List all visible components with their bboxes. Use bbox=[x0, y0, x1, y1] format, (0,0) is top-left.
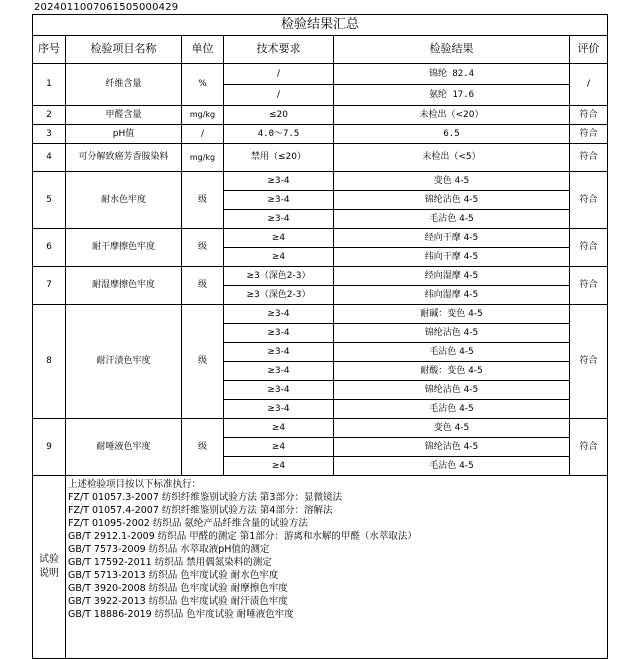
requirement: / bbox=[224, 85, 334, 106]
standard-line: GB/T 2912.1-2009 纺织品 甲醛的测定 第1部分：游离和水解的甲醛（水萃取法） bbox=[68, 531, 417, 542]
evaluation: 符合 bbox=[570, 229, 608, 267]
standard-line: FZ/T 01057.3-2007 纺织纤维鉴别试验方法 第3部分：显微镜法 bbox=[68, 492, 342, 503]
item-name: pH值 bbox=[66, 125, 182, 144]
result: 纬向干摩 4-5 bbox=[334, 248, 570, 267]
requirement: ≥4 bbox=[224, 438, 334, 457]
document-number: 2024011007061505000429 bbox=[34, 2, 179, 13]
header-row bbox=[33, 36, 608, 64]
header-item: 检验项目名称 bbox=[66, 36, 182, 64]
item-name: 耐汗渍色牢度 bbox=[66, 305, 182, 419]
item-name: 耐水色牢度 bbox=[66, 172, 182, 229]
requirement: / bbox=[224, 64, 334, 85]
evaluation: 符合 bbox=[570, 419, 608, 476]
result: 6.5 bbox=[334, 125, 570, 144]
item-name: 耐湿摩擦色牢度 bbox=[66, 267, 182, 305]
table-row bbox=[33, 125, 608, 144]
notes-intro: 上述检验项目按以下标准执行： bbox=[68, 479, 202, 490]
unit: 级 bbox=[182, 229, 224, 267]
table-row bbox=[33, 419, 608, 438]
evaluation: / bbox=[570, 64, 608, 106]
result: 锦纶 82.4 bbox=[334, 64, 570, 85]
result: 锦纶沾色 4-5 bbox=[334, 324, 570, 343]
header-unit: 单位 bbox=[182, 36, 224, 64]
item-name: 纤维含量 bbox=[66, 64, 182, 106]
item-name: 耐唾液色牢度 bbox=[66, 419, 182, 476]
requirement: ≥4 bbox=[224, 419, 334, 438]
header-no: 序号 bbox=[33, 36, 66, 64]
unit: 级 bbox=[182, 267, 224, 305]
result: 锦纶沾色 4-5 bbox=[334, 381, 570, 400]
item-name: 甲醛含量 bbox=[66, 106, 182, 125]
notes-content bbox=[66, 476, 608, 659]
unit: 级 bbox=[182, 419, 224, 476]
evaluation: 符合 bbox=[570, 106, 608, 125]
requirement: 4.0～7.5 bbox=[224, 125, 334, 144]
standard-line: FZ/T 01057.4-2007 纺织纤维鉴别试验方法 第4部分：溶解法 bbox=[68, 505, 333, 516]
requirement: 禁用（≤20） bbox=[224, 144, 334, 172]
result: 未检出（<5） bbox=[334, 144, 570, 172]
row-number: 7 bbox=[33, 267, 66, 305]
standard-line: GB/T 3922-2013 纺织品 色牢度试验 耐汗渍色牢度 bbox=[68, 596, 288, 607]
unit: % bbox=[182, 64, 224, 106]
result: 变色 4-5 bbox=[334, 172, 570, 191]
row-number: 2 bbox=[33, 106, 66, 125]
requirement: ≥3-4 bbox=[224, 191, 334, 210]
standard-line: GB/T 17592-2011 纺织品 禁用偶氮染料的测定 bbox=[68, 557, 272, 568]
requirement: ≥3（深色2-3） bbox=[224, 267, 334, 286]
requirement: ≥3-4 bbox=[224, 362, 334, 381]
table-row bbox=[33, 229, 608, 248]
row-number: 1 bbox=[33, 64, 66, 106]
requirement: ≥3（深色2-3） bbox=[224, 286, 334, 305]
header-result: 检验结果 bbox=[334, 36, 570, 64]
result: 经向湿摩 4-5 bbox=[334, 267, 570, 286]
requirement: ≥3-4 bbox=[224, 172, 334, 191]
notes-row bbox=[33, 476, 608, 659]
result: 耐酸：变色 4-5 bbox=[334, 362, 570, 381]
requirement: ≥4 bbox=[224, 248, 334, 267]
requirement: ≥3-4 bbox=[224, 343, 334, 362]
result: 毛沾色 4-5 bbox=[334, 457, 570, 476]
requirement: ≤20 bbox=[224, 106, 334, 125]
table-row bbox=[33, 267, 608, 286]
result: 锦纶沾色 4-5 bbox=[334, 191, 570, 210]
requirement: ≥3-4 bbox=[224, 381, 334, 400]
result: 毛沾色 4-5 bbox=[334, 210, 570, 229]
header-evaluation: 评价 bbox=[570, 36, 608, 64]
standard-line: GB/T 7573-2009 纺织品 水萃取液pH值的测定 bbox=[68, 544, 270, 555]
evaluation: 符合 bbox=[570, 144, 608, 172]
result: 未检出（<20） bbox=[334, 106, 570, 125]
table-row bbox=[33, 172, 608, 191]
unit: / bbox=[182, 125, 224, 144]
unit: mg/kg bbox=[182, 144, 224, 172]
row-number: 9 bbox=[33, 419, 66, 476]
evaluation: 符合 bbox=[570, 305, 608, 419]
requirement: ≥4 bbox=[224, 229, 334, 248]
table-row bbox=[33, 64, 608, 85]
row-number: 4 bbox=[33, 144, 66, 172]
table-row bbox=[33, 106, 608, 125]
result: 毛沾色 4-5 bbox=[334, 400, 570, 419]
unit: 级 bbox=[182, 172, 224, 229]
standard-line: GB/T 3920-2008 纺织品 色牢度试验 耐摩擦色牢度 bbox=[68, 583, 288, 594]
evaluation: 符合 bbox=[570, 172, 608, 229]
requirement: ≥4 bbox=[224, 457, 334, 476]
table-title: 检验结果汇总 bbox=[33, 15, 608, 36]
unit: mg/kg bbox=[182, 106, 224, 125]
requirement: ≥3-4 bbox=[224, 324, 334, 343]
requirement: ≥3-4 bbox=[224, 210, 334, 229]
results-table bbox=[32, 14, 608, 659]
notes-label: 试验说明 bbox=[33, 476, 66, 659]
result: 毛沾色 4-5 bbox=[334, 343, 570, 362]
header-requirement: 技术要求 bbox=[224, 36, 334, 64]
item-name: 可分解致癌芳香胺染料 bbox=[66, 144, 182, 172]
result: 变色 4-5 bbox=[334, 419, 570, 438]
result: 锦纶沾色 4-5 bbox=[334, 438, 570, 457]
row-number: 5 bbox=[33, 172, 66, 229]
requirement: ≥3-4 bbox=[224, 305, 334, 324]
result: 耐碱：变色 4-5 bbox=[334, 305, 570, 324]
evaluation: 符合 bbox=[570, 267, 608, 305]
standard-line: FZ/T 01095-2002 纺织品 氨纶产品纤维含量的试验方法 bbox=[68, 518, 308, 529]
row-number: 6 bbox=[33, 229, 66, 267]
unit: 级 bbox=[182, 305, 224, 419]
table-row bbox=[33, 305, 608, 324]
requirement: ≥3-4 bbox=[224, 400, 334, 419]
item-name: 耐干摩擦色牢度 bbox=[66, 229, 182, 267]
table-row bbox=[33, 144, 608, 172]
result: 纬向湿摩 4-5 bbox=[334, 286, 570, 305]
row-number: 3 bbox=[33, 125, 66, 144]
evaluation: 符合 bbox=[570, 125, 608, 144]
row-number: 8 bbox=[33, 305, 66, 419]
result: 经向干摩 4-5 bbox=[334, 229, 570, 248]
standard-line: GB/T 5713-2013 纺织品 色牢度试验 耐水色牢度 bbox=[68, 570, 279, 581]
standard-line: GB/T 18886-2019 纺织品 色牢度试验 耐唾液色牢度 bbox=[68, 609, 294, 620]
result: 氨纶 17.6 bbox=[334, 85, 570, 106]
